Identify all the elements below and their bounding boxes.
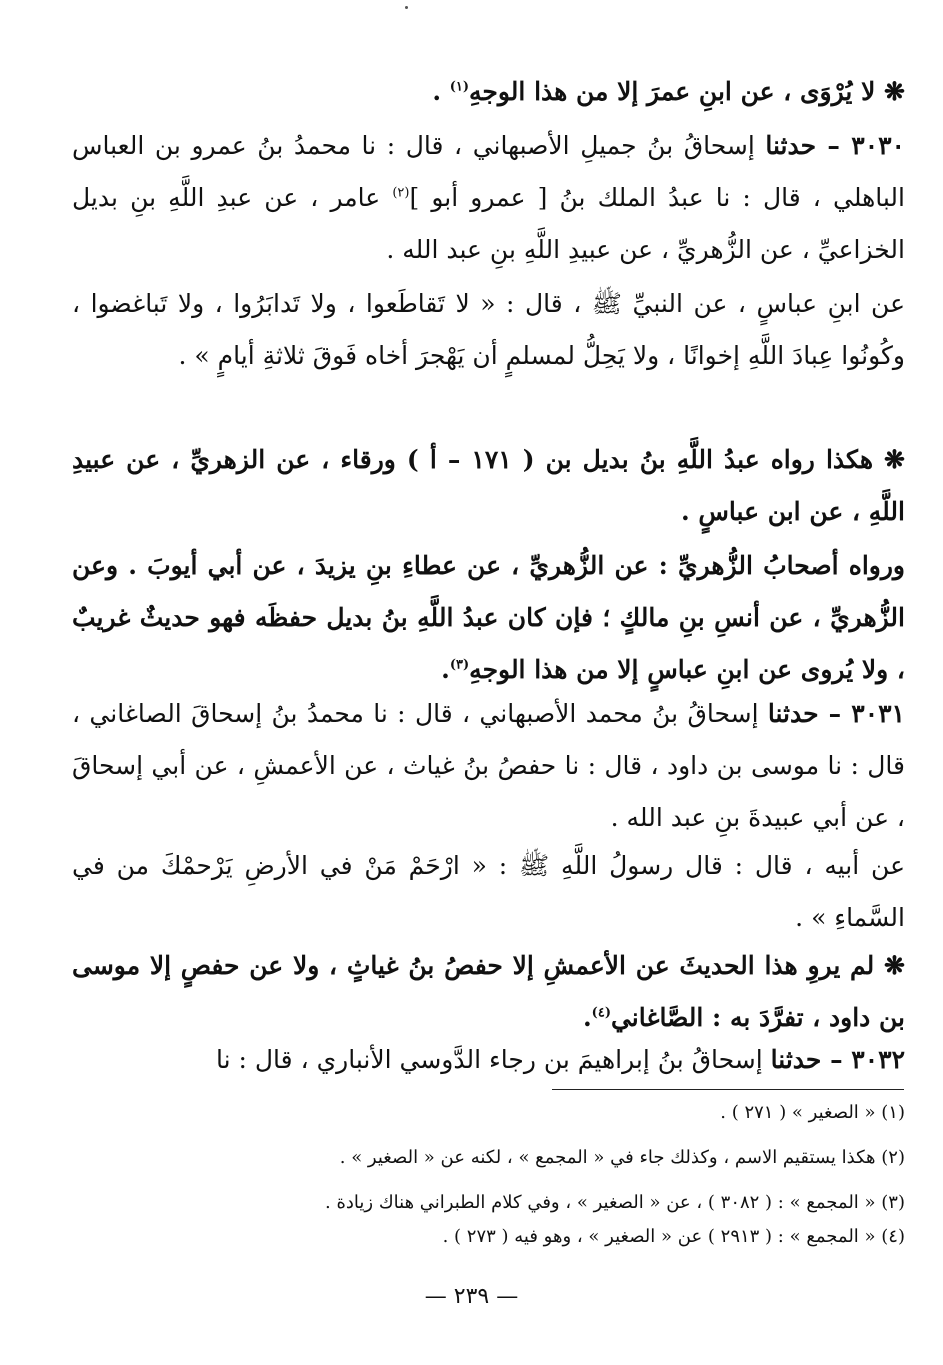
scan-mark — [405, 6, 408, 9]
hadith-lead: حدثنا — [765, 131, 817, 160]
hadith-number: ٣٠٣١ – — [818, 699, 905, 728]
footnote-ref: (٢) — [392, 185, 410, 201]
footnote-separator — [552, 1089, 904, 1090]
footnote: (٤) « المجمع » : ( ٢٩١٣ ) عن « الصغير » ، وهو فيه ( ٢٧٣ ) . — [442, 1226, 905, 1247]
footnote: (٢) هكذا يستقيم الاسم ، وكذلك جاء في « المجمع » ، لكنه عن « الصغير » . — [339, 1147, 905, 1168]
note-paragraph — [72, 66, 905, 118]
note-text: ❋ هكذا رواه عبدُ اللَّهِ بنُ بديل بن ( ١٧١ – أ ) ورقاء ، عن الزهريِّ ، عن عبيدِ اللَّهِ ، عن ابن عباسٍ . — [72, 445, 906, 526]
footnote-ref: (١) — [449, 79, 470, 95]
footnote-ref: (٤) — [591, 1005, 611, 1021]
hadith-text: إسحاقُ بنُ جميلِ الأصبهاني ، قال : نا محمدُ بنُ عمرو بن العباس الباهلي ، قال : نا عبدُ الملك بنُ [ عمرو أبو ] — [72, 131, 905, 212]
matn-text: عن ابنِ عباسٍ ، عن النبيِّ ﷺ ، قال : « لا تَقاطَعوا ، ولا تَدابَرُوا ، ولا تَباغضوا ، وكُونُوا عِبادَ اللَّهِ إخوانًا ، ولا يَحِلُّ لمسلمٍ أن يَهْجرَ أخاه فَوقَ ثلاثةِ أيامٍ » . — [72, 289, 905, 370]
hadith-text: إسحاقُ بنُ إبراهيمَ بن رجاء الدَّوسي الأنباري ، قال : نا — [216, 1045, 771, 1074]
matn-paragraph — [72, 278, 905, 382]
hadith-lead: حدثنا — [767, 699, 819, 728]
hadith-paragraph — [72, 1034, 905, 1086]
hadith-number: ٣٠٣٢ – — [821, 1045, 905, 1074]
matn-text: عن أبيه ، قال : قال رسولُ اللَّهِ ﷺ : « ارْحَمْ مَنْ في الأرضِ يَرْحمْكَ من في السَّماءِ » . — [72, 851, 905, 932]
hadith-paragraph — [72, 688, 905, 844]
footnote: (٣) « المجمع » : ( ٣٠٨٢ ) ، عن « الصغير » ، وفي كلام الطبراني هناك زيادة . — [325, 1192, 905, 1213]
note-tail: . — [432, 77, 450, 106]
note-tail: . — [441, 655, 450, 684]
note-paragraph — [72, 540, 905, 696]
footnote-ref: (٣) — [449, 657, 470, 673]
footnote: (١) « الصغير » ( ٢٧١ ) . — [720, 1102, 905, 1123]
note-text: ❋ لا يُرْوَى ، عن ابنِ عمرَ إلا من هذا الوجهِ — [469, 77, 905, 106]
page-number: — ٢٣٩ — — [424, 1284, 519, 1309]
note-paragraph — [72, 434, 905, 538]
hadith-paragraph — [72, 120, 905, 276]
hadith-number: ٣٠٣٠ – — [816, 131, 905, 160]
note-tail: . — [582, 1003, 592, 1032]
note-paragraph — [72, 940, 905, 1044]
matn-paragraph — [72, 840, 905, 944]
hadith-text-tail: عامر ، عن عبدِ اللَّهِ بنِ بديل الخزاعيِّ ، عن الزُّهريِّ ، عن عبيدِ اللَّهِ بنِ عبد الله . — [72, 183, 905, 264]
note-text: ورواه أصحابُ الزُّهريِّ : عن الزُّهريِّ ، عن عطاءِ بنِ يزيدَ ، عن أبي أيوبَ . وعن الزُّهريِّ ، عن أنسِ بنِ مالكٍ ؛ فإن كان عبدُ اللَّهِ بنُ بديل حفظَه فهو حديثٌ غريبٌ ، ولا يُروى عن ابنِ عباسٍ إلا من هذا الوجهِ — [72, 551, 905, 684]
hadith-text: إسحاقُ بنُ محمد الأصبهاني ، قال : نا محمدُ بنُ إسحاقَ الصاغاني ، قال : نا موسى بن داود ، قال : نا حفصُ بنُ غياث ، عن الأعمشِ ، عن أبي إسحاقَ ، عن أبي عبيدةَ بنِ عبد الله . — [72, 699, 905, 832]
hadith-lead: حدثنا — [770, 1045, 822, 1074]
note-text: ❋ لم يروِ هذا الحديثَ عن الأعمشِ إلا حفصُ بنُ غياثٍ ، ولا عن حفصٍ إلا موسى بن داود ، تفرَّدَ به : الصَّاغاني — [72, 951, 905, 1032]
